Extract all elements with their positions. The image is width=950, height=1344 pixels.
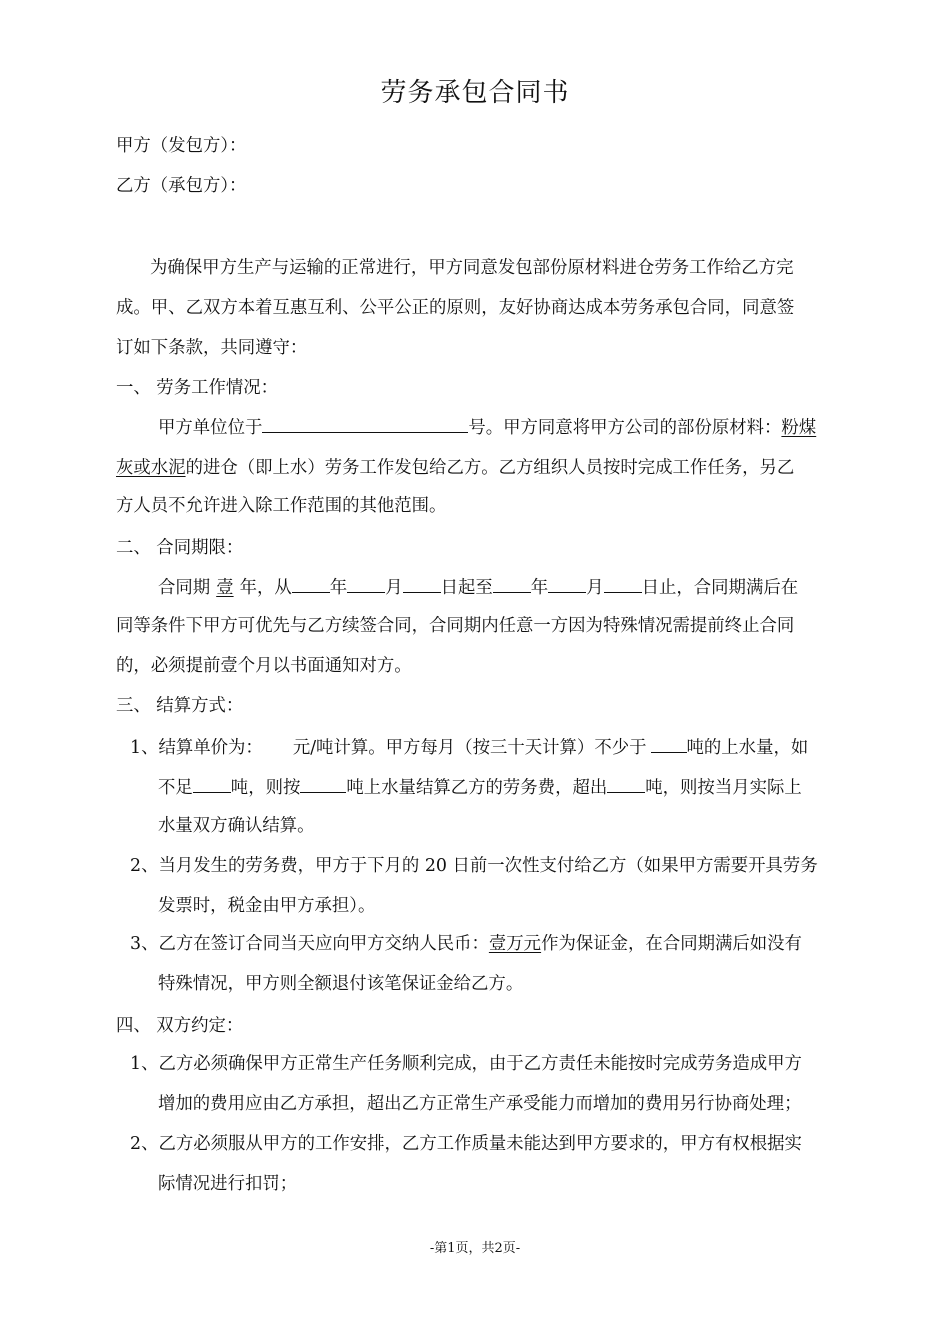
- s2-text-e: 月: [385, 578, 403, 598]
- s3-item3-text-c: 作为保证金，在合同期满后如没有: [541, 934, 802, 954]
- party-b-label: 乙方（承包方）：: [116, 176, 247, 196]
- section-3-item-1-line-2: [158, 774, 802, 800]
- end-day-blank: [604, 574, 642, 593]
- section-1-heading: 一、 劳务工作情况：: [116, 378, 279, 398]
- end-month-blank: [548, 574, 586, 593]
- s3-item3-text-a: 3、乙方在签订合同当天应向甲方交纳人民币：: [130, 934, 489, 954]
- section-2-line-2: 同等条件下甲方可优先与乙方续签合同，合同期内任意一方因为特殊情况需提前终止合同: [116, 616, 795, 636]
- party-a-label: 甲方（发包方）：: [116, 136, 247, 156]
- s1-text-c: 的进仓（即上水）劳务工作发包给乙方。乙方组织人员按时完成工作任务，另乙: [185, 458, 795, 478]
- intro-line-2: 成。甲、乙双方本着互惠互利、公平公正的原则，友好协商达成本劳务承包合同，同意签: [116, 298, 795, 318]
- start-year-blank: [292, 574, 330, 593]
- excess-blank: [607, 774, 645, 793]
- s2-text-f: 日起至: [440, 578, 493, 598]
- section-3-item-2-line-1: 2、当月发生的劳务费，甲方于下月的 20 日前一次性支付给乙方（如果甲方需要开具劳务: [130, 856, 818, 876]
- section-2-line-1: [158, 574, 798, 600]
- section-4-item-1-line-2: 增加的费用应由乙方承担，超出乙方正常生产承受能力而增加的费用另行协商处理；: [158, 1094, 802, 1114]
- material-underlined-b: 灰或水泥: [116, 458, 186, 478]
- section-1-line-1: [158, 414, 816, 440]
- s1-text-a: 甲方单位位于: [158, 418, 263, 438]
- start-month-blank: [347, 574, 385, 593]
- s3-item1-text-e: 吨，则按: [230, 778, 301, 798]
- section-3-heading: 三、 结算方式：: [116, 696, 244, 716]
- s2-text-h: 月: [586, 578, 604, 598]
- s2-text-a: 合同期: [158, 578, 211, 598]
- section-3-item-1-line-3: 水量双方确认结算。: [158, 816, 315, 836]
- s3-item1-text-f: 吨上水量结算乙方的劳务费，超出: [346, 778, 608, 798]
- s2-text-i: 日止，合同期满后在: [641, 578, 799, 598]
- address-blank: [262, 414, 468, 433]
- s2-text-c: 年，从: [239, 578, 292, 598]
- s3-item1-text-g: 吨，则按当月实际上: [645, 778, 802, 798]
- section-4-heading: 四、 双方约定：: [116, 1016, 244, 1036]
- end-year-blank: [493, 574, 531, 593]
- start-day-blank: [403, 574, 441, 593]
- shortfall-blank: [193, 774, 231, 793]
- s3-item1-text-a: 1、结算单价为：: [130, 738, 263, 758]
- section-3-item-2-line-2: 发票时，税金由甲方承担）。: [158, 896, 376, 916]
- section-1-line-3: 方人员不允许进入除工作范围的其他范围。: [116, 496, 447, 516]
- intro-line-1: 为确保甲方生产与运输的正常进行，甲方同意发包部份原材料进仓劳务工作给乙方完: [150, 258, 794, 278]
- min-tonnage-blank: [651, 734, 687, 753]
- section-3-item-1-line-1: [130, 734, 808, 760]
- s3-item1-text-c: 吨的上水量，如: [686, 738, 809, 758]
- section-3-item-3-line-2: 特殊情况，甲方则全额退付该笔保证金给乙方。: [158, 974, 524, 994]
- document-title: 劳务承包合同书: [380, 78, 570, 108]
- section-2-line-3: 的，必须提前壹个月以书面通知对方。: [116, 656, 412, 676]
- s2-text-d: 年: [329, 578, 348, 598]
- s1-text-b: 号。甲方同意将甲方公司的部份原材料：: [468, 418, 782, 438]
- section-4-item-1-line-1: 1、乙方必须确保甲方正常生产任务顺利完成，由于乙方责任未能按时完成劳务造成甲方: [130, 1054, 802, 1074]
- section-3-item-3-line-1: [130, 932, 802, 956]
- settle-tonnage-blank: [300, 774, 346, 793]
- term-years-underlined: 壹: [216, 578, 234, 598]
- page-footer: -第1页，共2页-: [429, 1241, 521, 1256]
- section-4-item-2-line-2: 际情况进行扣罚；: [158, 1174, 298, 1194]
- section-2-heading: 二、 合同期限：: [116, 538, 244, 558]
- section-1-line-2: [116, 456, 794, 480]
- intro-line-3: 订如下条款，共同遵守：: [116, 338, 308, 358]
- s3-item1-text-b: 元/吨计算。甲方每月（按三十天计算）不少于: [292, 738, 647, 758]
- s2-text-g: 年: [530, 578, 549, 598]
- deposit-amount-underlined: 壹万元: [488, 934, 542, 954]
- material-underlined-a: 粉煤: [781, 418, 817, 438]
- section-4-item-2-line-1: 2、乙方必须服从甲方的工作安排，乙方工作质量未能达到甲方要求的，甲方有权根据实: [130, 1134, 802, 1154]
- s3-item1-text-d: 不足: [158, 778, 193, 798]
